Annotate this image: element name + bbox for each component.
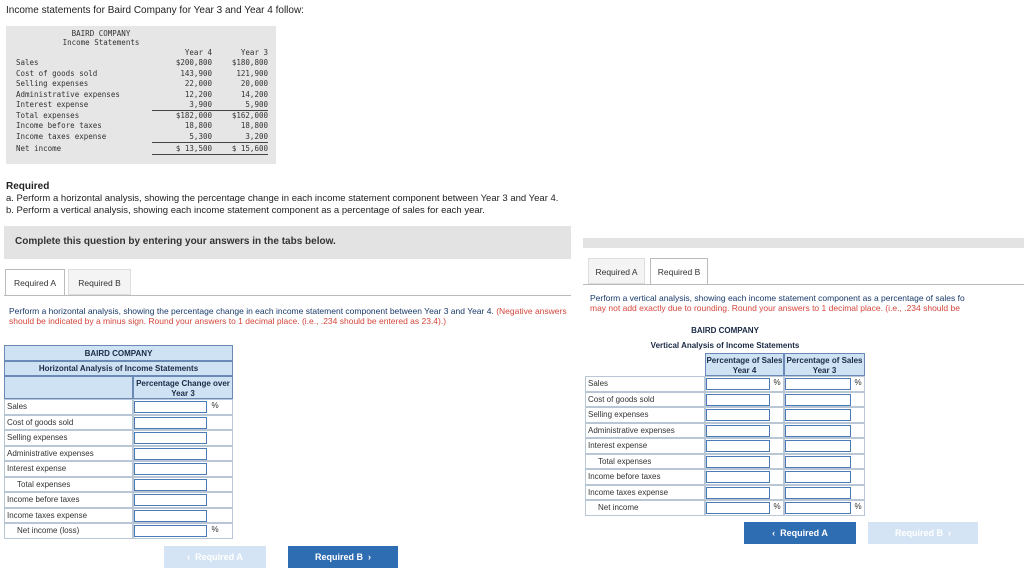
vertical-row-label: Net income	[585, 500, 705, 516]
source-y4: $ 13,500	[152, 144, 212, 155]
vertical-row-label: Interest expense	[585, 438, 705, 454]
source-title: Income Statements	[62, 38, 140, 47]
horizontal-row-label: Administrative expenses	[4, 446, 133, 462]
vertical-year3-input[interactable]	[785, 409, 851, 421]
source-company: BAIRD COMPANY	[71, 29, 131, 38]
next-required-b-button-right[interactable]	[868, 522, 978, 544]
horizontal-instr-note: (Negative answers should be indicated by a minus sign. Round your answers to 1 decimal place. (i.e., .234 should be entered as 23.4).)	[9, 306, 567, 326]
percent-sign: %	[211, 525, 219, 534]
chevron-right-icon: ›	[948, 528, 952, 538]
chevron-left-icon: ‹	[187, 552, 191, 562]
right-banner-strip	[583, 238, 1024, 248]
tab-divider	[4, 295, 571, 296]
source-label: Income taxes expense	[16, 131, 107, 141]
banner-text: Complete this question by entering your answers in the tabs below.	[15, 236, 336, 247]
horizontal-row-label: Selling expenses	[4, 430, 133, 446]
source-row	[16, 132, 274, 142]
source-col-year4: Year 4	[184, 48, 212, 57]
source-label: Interest expense	[16, 100, 89, 109]
source-row	[16, 144, 274, 154]
source-y4: 12,200	[184, 89, 212, 99]
source-y4: $182,000	[175, 110, 212, 120]
source-y3: 121,900	[236, 68, 268, 78]
source-row	[16, 90, 274, 100]
vertical-instructions	[590, 293, 1024, 313]
source-y4: $200,800	[175, 58, 212, 67]
source-y3: 14,200	[240, 89, 268, 99]
prev-required-a-button[interactable]	[164, 546, 266, 568]
horizontal-title: Horizontal Analysis of Income Statements	[4, 361, 233, 376]
source-label: Total expenses	[16, 110, 80, 120]
horizontal-pct-input[interactable]	[134, 479, 207, 491]
source-y4: 18,800	[184, 121, 212, 130]
vertical-col1-header: Percentage of Sales Year 4	[705, 353, 784, 376]
source-y4: 3,900	[152, 100, 212, 111]
horizontal-row-label: Interest expense	[4, 461, 133, 477]
source-y3: $180,800	[231, 58, 268, 67]
vertical-year3-input[interactable]	[785, 471, 851, 483]
source-label: Net income	[16, 144, 62, 153]
vertical-year4-input[interactable]	[706, 456, 770, 468]
horizontal-row-label: Income before taxes	[4, 492, 133, 508]
vertical-year4-input[interactable]	[706, 502, 770, 514]
horizontal-pct-input[interactable]	[134, 463, 207, 475]
next-required-b-button[interactable]	[288, 546, 398, 568]
instructions-banner	[4, 226, 571, 259]
source-income-statement	[6, 26, 276, 164]
required-a-text: a. Perform a horizontal analysis, showing the percentage change in each income statement component between Year 3 and Year 4.	[6, 193, 559, 204]
percent-sign: %	[773, 378, 781, 387]
source-y4: 5,300	[152, 132, 212, 143]
horizontal-label-header	[4, 376, 133, 399]
horizontal-row-label: Net income (loss)	[4, 523, 133, 539]
prev-required-a-button-right[interactable]	[744, 522, 856, 544]
vertical-year4-input[interactable]	[706, 409, 770, 421]
source-label: Selling expenses	[16, 79, 89, 88]
vertical-instr-note: may not add exactly due to rounding. Round your answers to 1 decimal place. (i.e., .234 should be	[590, 303, 960, 313]
prev-button-label: Required A	[195, 552, 243, 562]
percent-sign: %	[211, 401, 219, 410]
chevron-left-icon: ‹	[772, 528, 776, 538]
source-row	[16, 111, 274, 121]
vertical-year3-input[interactable]	[785, 487, 851, 499]
source-y3: 20,000	[240, 79, 268, 88]
source-y4: 143,900	[180, 68, 212, 78]
vertical-title: Vertical Analysis of Income Statements	[650, 341, 800, 350]
vertical-year3-input[interactable]	[785, 378, 851, 390]
horizontal-row-label: Total expenses	[4, 477, 133, 493]
tab-required-b-right[interactable]: Required B	[650, 258, 708, 284]
horizontal-pct-input[interactable]	[134, 432, 207, 444]
vertical-year4-input[interactable]	[706, 378, 770, 390]
percent-sign: %	[773, 502, 781, 511]
next-button-label-right: Required B	[894, 528, 943, 538]
horizontal-pct-input[interactable]	[134, 448, 207, 460]
vertical-year4-input[interactable]	[706, 440, 770, 452]
horizontal-pct-input[interactable]	[134, 525, 207, 537]
prev-button-label-right: Required A	[780, 528, 828, 538]
vertical-year3-input[interactable]	[785, 394, 851, 406]
vertical-year3-input[interactable]	[785, 456, 851, 468]
source-col-year3: Year 3	[240, 48, 268, 57]
source-col-headers	[16, 48, 274, 58]
horizontal-pct-input[interactable]	[134, 417, 207, 429]
horizontal-instr-main: Perform a horizontal analysis, showing the percentage change in each income statement component between Year 3 and Year 4.	[9, 306, 494, 316]
horizontal-instructions	[9, 306, 569, 326]
source-y4: 22,000	[184, 79, 212, 88]
source-row	[16, 100, 274, 110]
source-label: Administrative expenses	[16, 89, 120, 99]
vertical-year3-input[interactable]	[785, 502, 851, 514]
vertical-row-label: Administrative expenses	[585, 423, 705, 439]
source-label: Cost of goods sold	[16, 68, 98, 78]
vertical-row-label: Total expenses	[585, 454, 705, 470]
source-y3: 3,200	[212, 132, 268, 143]
vertical-year3-input[interactable]	[785, 440, 851, 452]
tab-required-b[interactable]: Required B	[68, 269, 131, 295]
vertical-row-label: Selling expenses	[585, 407, 705, 423]
next-button-label: Required B	[314, 552, 363, 562]
percent-sign: %	[854, 502, 862, 511]
vertical-row-label: Income taxes expense	[585, 485, 705, 501]
horizontal-pct-input[interactable]	[134, 510, 207, 522]
vertical-year4-input[interactable]	[706, 394, 770, 406]
horizontal-row-label: Cost of goods sold	[4, 415, 133, 431]
vertical-row-label: Sales	[585, 376, 705, 392]
tab-required-a[interactable]: Required A	[5, 269, 65, 295]
chevron-right-icon: ›	[368, 552, 372, 562]
source-y3: $162,000	[231, 110, 268, 120]
percent-sign: %	[854, 378, 862, 387]
horizontal-col-header: Percentage Change over Year 3	[133, 376, 233, 399]
required-b-text: b. Perform a vertical analysis, showing each income statement component as a percentage of sales for each year.	[6, 205, 485, 216]
required-title: Required	[6, 181, 50, 192]
vertical-year4-input[interactable]	[706, 471, 770, 483]
vertical-row-label: Cost of goods sold	[585, 392, 705, 408]
source-row	[16, 121, 274, 131]
source-label: Sales	[16, 58, 39, 67]
vertical-row-label: Income before taxes	[585, 469, 705, 485]
vertical-year4-input[interactable]	[706, 487, 770, 499]
intro-text: Income statements for Baird Company for Year 3 and Year 4 follow:	[6, 5, 304, 16]
vertical-col2-header: Percentage of Sales Year 3	[784, 353, 865, 376]
source-y3: $ 15,600	[212, 144, 268, 155]
horizontal-company: BAIRD COMPANY	[4, 345, 233, 361]
vertical-instr-main: Perform a vertical analysis, showing each income statement component as a percentage of sales fo	[590, 293, 965, 303]
horizontal-pct-input[interactable]	[134, 494, 207, 506]
tab-divider-right	[583, 284, 1024, 285]
vertical-year3-input[interactable]	[785, 425, 851, 437]
source-row	[16, 58, 274, 68]
source-row	[16, 69, 274, 79]
source-y3: 5,900	[212, 100, 268, 111]
vertical-company: BAIRD COMPANY	[691, 326, 759, 335]
source-row	[16, 79, 274, 89]
tab-required-a-right[interactable]: Required A	[588, 258, 645, 284]
source-label: Income before taxes	[16, 121, 102, 130]
horizontal-pct-input[interactable]	[134, 401, 207, 413]
horizontal-row-label: Income taxes expense	[4, 508, 133, 524]
horizontal-row-label: Sales	[4, 399, 133, 415]
vertical-year4-input[interactable]	[706, 425, 770, 437]
source-y3: 18,800	[240, 121, 268, 130]
